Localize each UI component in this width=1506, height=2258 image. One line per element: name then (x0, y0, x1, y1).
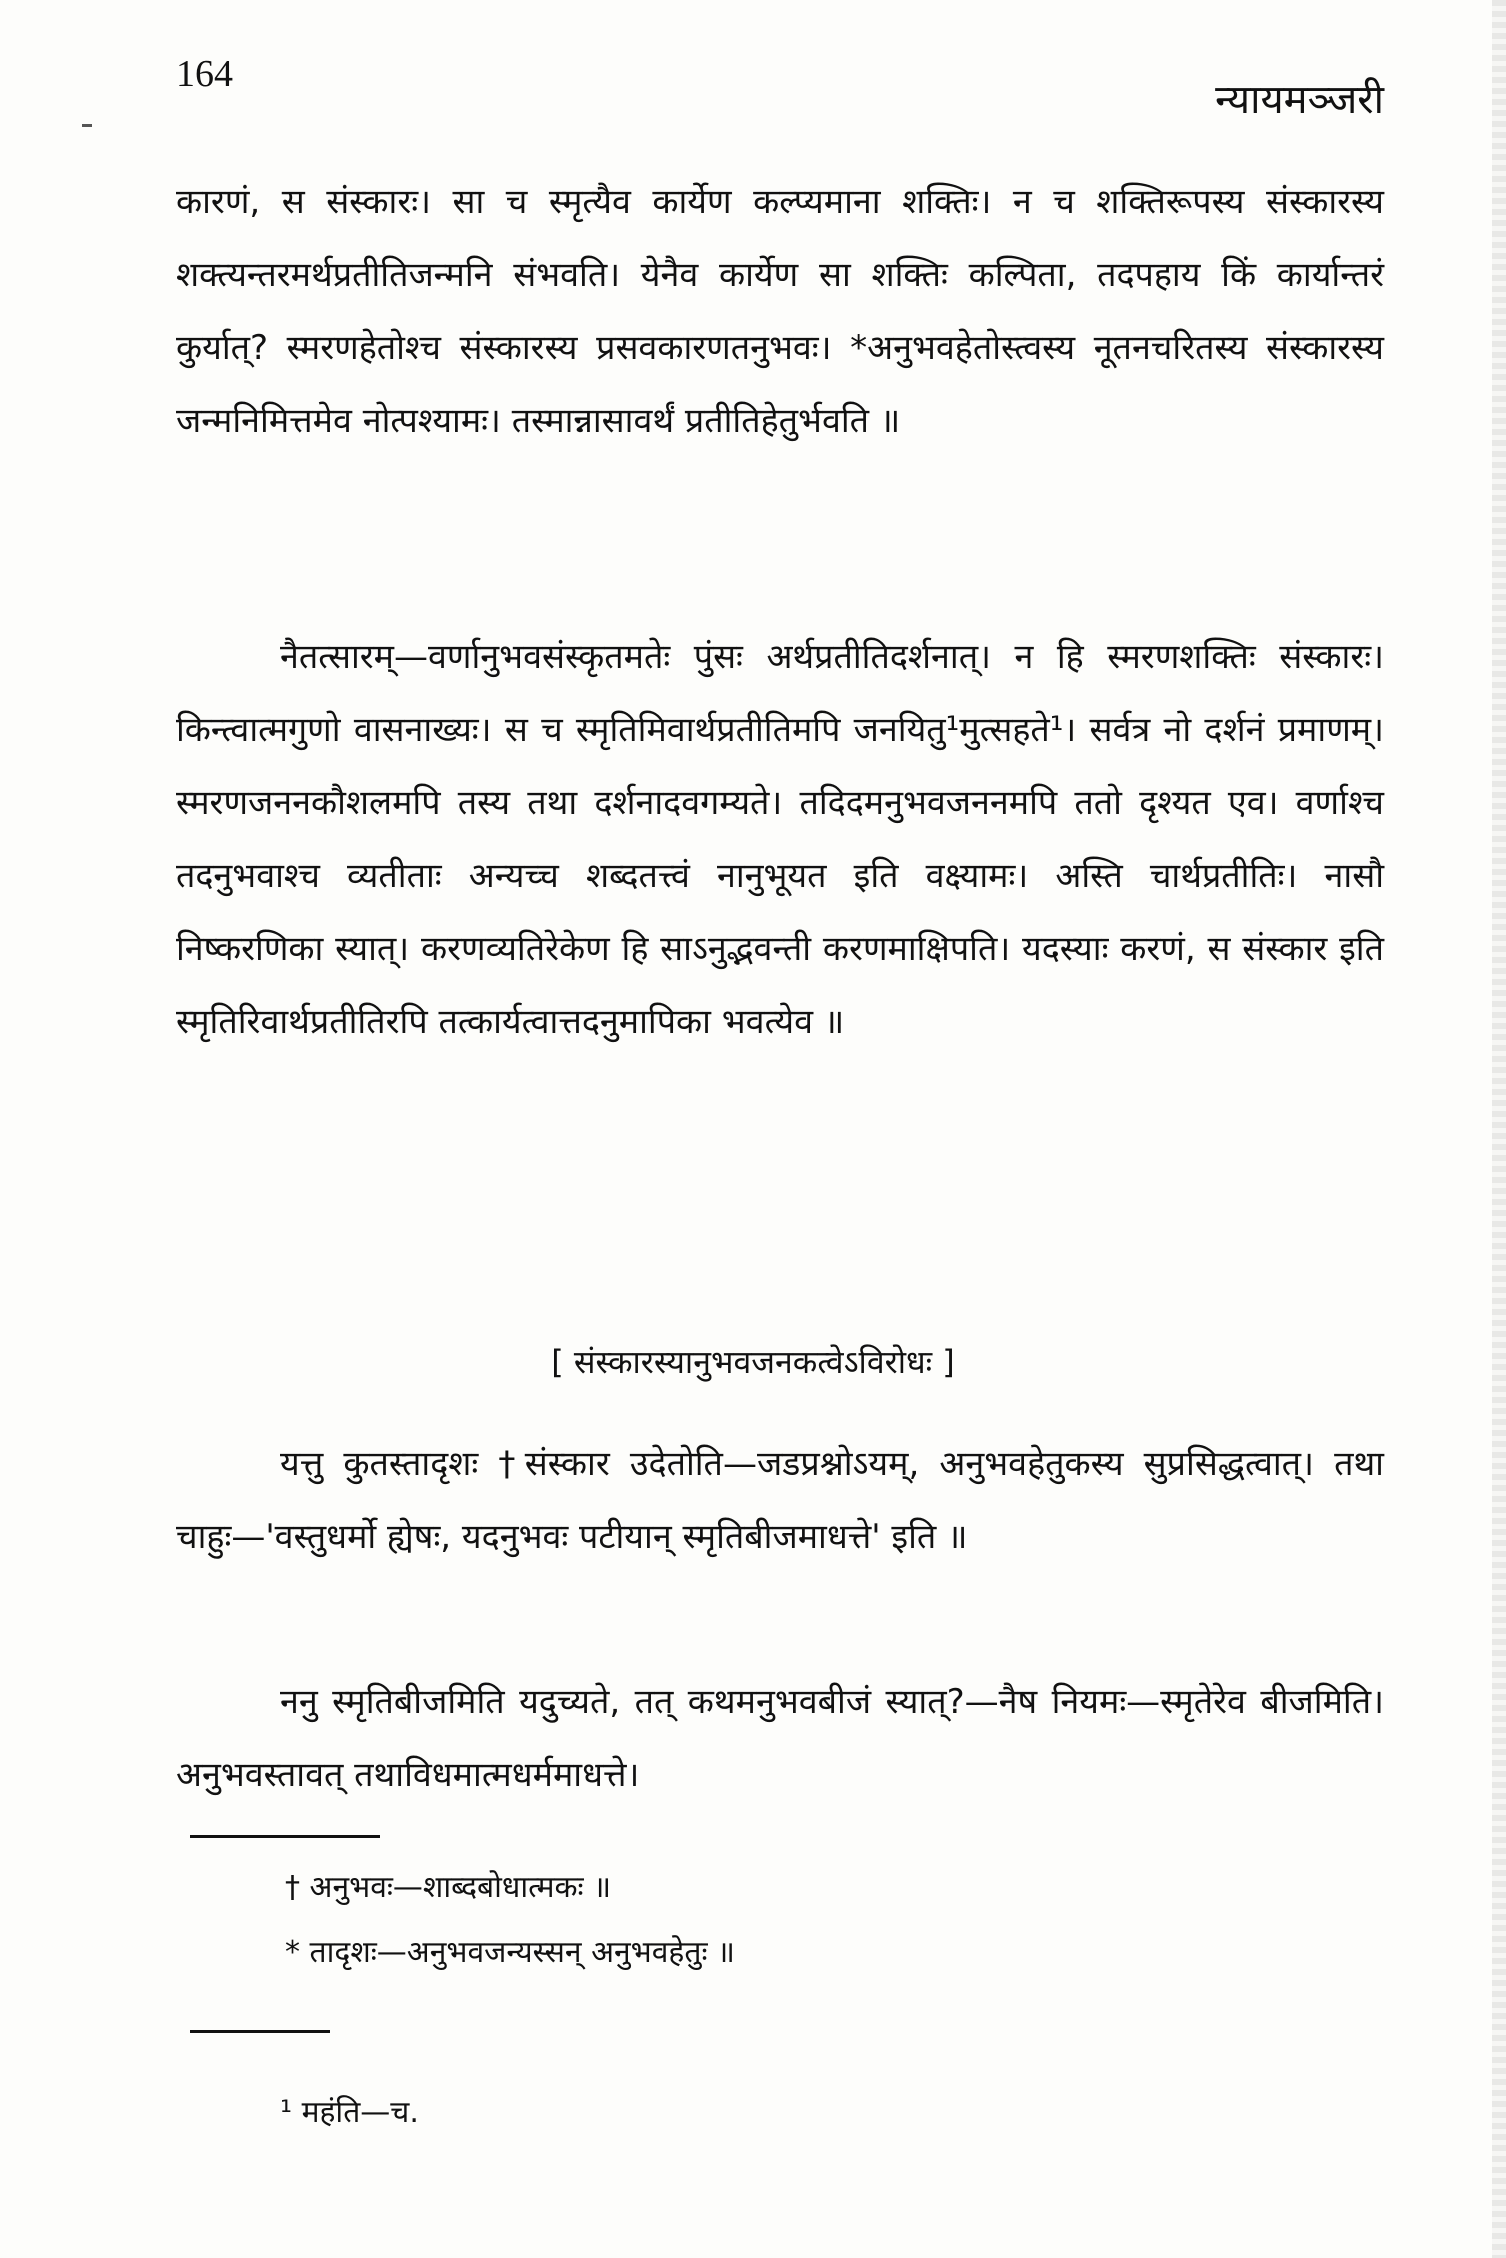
paragraph-2: नैतत्सारम्—वर्णानुभवसंस्कृतमतेः पुंसः अर्थप्रतीतिदर्शनात्। न हि स्मरणशक्तिः संस्कारः। किन्त्वात्मगुणो वासनाख्यः। स च स्मृतिमिवार्थप्रतीतिमपि जनयितु¹मुत्सहते¹। सर्वत्र नो दर्शनं प्रमाणम्। स्मरणजननकौशलमपि तस्य तथा दर्शनादवगम्यते। तदिदमनुभवजननमपि ततो दृश्यत एव। वर्णाश्च तदनुभवाश्च व्यतीताः अन्यच्च शब्दतत्त्वं नानुभूयत इति वक्ष्यामः। अस्ति चार्थप्रतीतिः। नासौ निष्करणिका स्यात्। करणव्यतिरेकेण हि साऽनुद्भवन्ती करणमाक्षिपति। यदस्याः करणं, स संस्कार इति स्मृतिरिवार्थप्रतीतिरपि तत्कार्यत्वात्तदनुमापिका भवत्येव ॥ (176, 637, 1384, 1042)
page-number: 164 (176, 53, 233, 95)
notes-divider (190, 1835, 380, 1838)
page-edge (1492, 0, 1506, 2258)
paragraph-3: यत्तु कुतस्तादृशः †संस्कार उदेतोति—जडप्रश्नोऽयम्, अनुभवहेतुकस्य सुप्रसिद्धत्वात्। तथा चाहुः—'वस्तुधर्मो ह्येषः, यदनुभवः पटीयान् स्मृतिबीजमाधत्ते' इति ॥ (176, 1444, 1384, 1557)
section-heading: [ संस्कारस्यानुभवजनकत्वेऽविरोधः ] (551, 1343, 955, 1381)
footnote-divider (190, 2030, 330, 2033)
paragraph-1: कारणं, स संस्कारः। सा च स्मृत्यैव कार्येण कल्प्यमाना शक्तिः। न च शक्तिरूपस्य संस्कारस्य शक्त्यन्तरमर्थप्रतीतिजन्मनि संभवति। येनैव कार्येण सा शक्तिः कल्पिता, तदपहाय किं कार्यान्तरं कुर्यात्? स्मरणहेतोश्च संस्कारस्य प्रसवकारणतनुभवः। *अनुभवहेतोस्त्वस्य नूतनचरितस्य संस्कारस्य जन्मनिमित्तमेव नोत्पश्यामः। तस्मान्नासावर्थं प्रतीतिहेतुर्भवति ॥ (176, 182, 1384, 441)
running-head: न्यायमञ्जरी (1215, 77, 1384, 123)
note-dagger: † अनुभवः—शाब्दबोधात्मकः ॥ (285, 1870, 612, 1905)
footnote-1: ¹ महंति—च. (280, 2095, 419, 2130)
paragraph-4: ननु स्मृतिबीजमिति यदुच्यते, तत् कथमनुभवबीजं स्यात्?—नैष नियमः—स्मृतेरेव बीजमिति। अनुभवस्तावत् तथाविधमात्मधर्ममाधत्ते। (176, 1682, 1384, 1795)
note-asterisk: * तादृशः—अनुभवजन्यस्सन् अनुभवहेतुः ॥ (285, 1935, 736, 1970)
scan-mark (82, 124, 92, 127)
